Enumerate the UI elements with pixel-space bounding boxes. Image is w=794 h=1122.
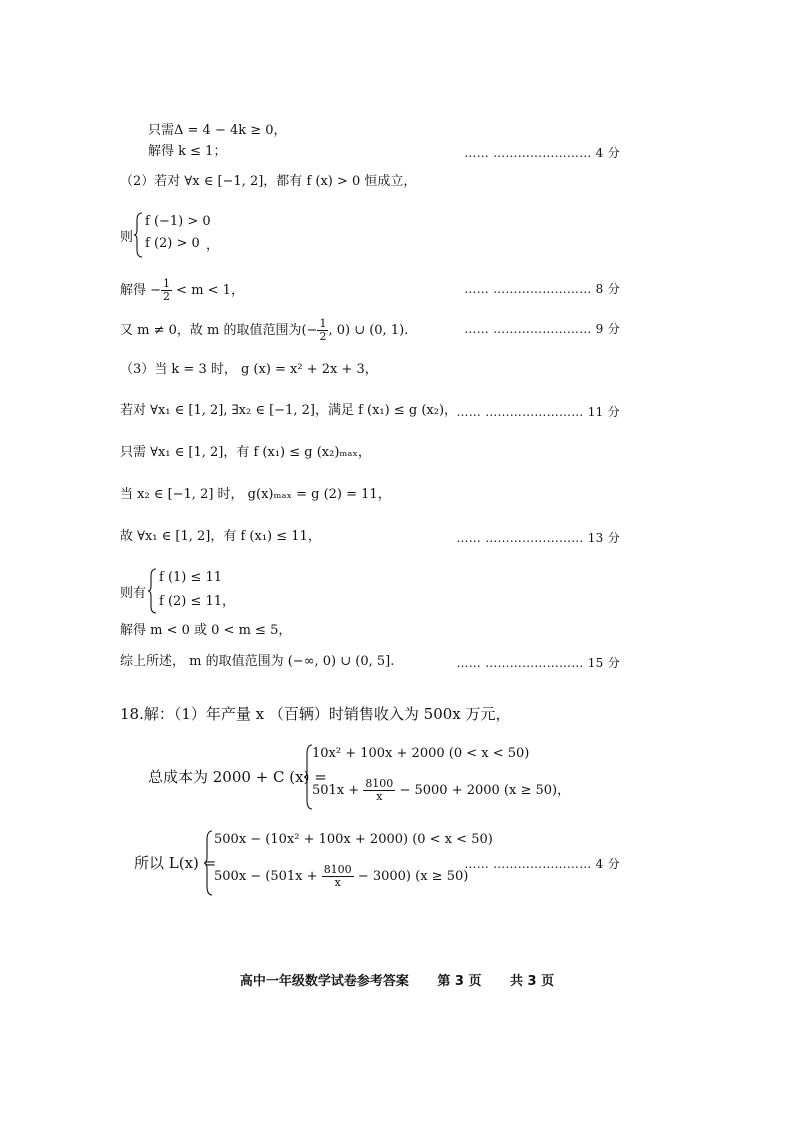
solve-m: 解得 m < 0 或 0 < m ≤ 5， — [120, 623, 292, 638]
fraction-half-2: $\frac{1}{2}$ — [319, 317, 327, 343]
footer-title: 高中一年级数学试卷参考答案 — [239, 974, 409, 989]
cost-piecewise — [148, 742, 571, 812]
g-max: 当 x₂ ∈ [−1, 2] 时， g(x)ₘₐₓ = g (2) = 11， — [120, 487, 391, 502]
part3-statement: （3）当 k = 3 时， g (x) = x² + 2x + 3， — [120, 362, 378, 377]
score-4-q18: …… …………………… 4 分 — [464, 857, 620, 871]
score-13: …… …………………… 13 分 — [456, 531, 620, 545]
score-4: …… …………………… 4 分 — [464, 146, 620, 160]
f-le-11: 故 ∀x₁ ∈ [1, 2]，有 f (x₁) ≤ 11， — [120, 529, 321, 544]
system-2-prefix: 则有 — [120, 586, 147, 601]
cost-row2: 501x + $\frac{8100}{x}$ − 5000 + 2000 (x ≥ 50)， — [312, 777, 571, 803]
system-2-row1: f (1) ≤ 11 — [159, 570, 223, 585]
system-1 — [120, 210, 240, 260]
q18-revenue: 18.解：（1）年产量 x （百辆）时销售收入为 500x 万元， — [120, 705, 511, 723]
solve-m-range: 解得 − $\frac{1}{2}$ < m < 1， — [120, 277, 244, 303]
cost-prefix: 总成本为 2000 + C (x) = — [148, 768, 327, 786]
system-2-row2: f (2) ≤ 11， — [159, 594, 236, 609]
system-1-prefix: 则 — [120, 230, 134, 245]
condition-exists: 若对 ∀x₁ ∈ [1, 2], ∃x₂ ∈ [−1, 2]，满足 f (x₁) ≤ g (x₂)， — [120, 403, 458, 418]
footer-page: 第 3 页 — [437, 974, 482, 989]
fraction-half: $\frac{1}{2}$ — [163, 277, 171, 303]
need-max: 只需 ∀x₁ ∈ [1, 2]，有 f (x₁) ≤ g (x₂)ₘₐₓ， — [120, 445, 371, 460]
score-9: …… …………………… 9 分 — [464, 322, 620, 336]
fraction-8100-x-2: $\frac{8100}{x}$ — [323, 863, 352, 889]
part2-statement: （2）若对 ∀x ∈ [−1, 2]，都有 f (x) > 0 恒成立， — [120, 174, 417, 189]
final-range: 综上所述， m 的取值范围为 (−∞, 0) ∪ (0, 5]. — [120, 654, 395, 669]
m-range-conclusion: 又 m ≠ 0，故 m 的取值范围为(− $\frac{1}{2}$ , 0) ∪ (0, 1). — [120, 317, 409, 343]
system-1-row1: f (−1) > 0 — [145, 214, 211, 229]
system-1-suffix: ， — [206, 238, 220, 253]
score-15: …… …………………… 15 分 — [456, 656, 620, 670]
left-brace-icon — [134, 212, 144, 258]
left-brace-icon — [148, 568, 158, 614]
score-8: …… …………………… 8 分 — [464, 282, 620, 296]
delta-condition: 只需Δ = 4 − 4k ≥ 0， — [148, 123, 287, 138]
system-1-row2: f (2) > 0 — [145, 236, 200, 251]
system-2 — [120, 566, 250, 616]
fraction-8100-x: $\frac{8100}{x}$ — [365, 777, 394, 803]
solve-k: 解得 k ≤ 1； — [148, 144, 227, 159]
score-11: …… …………………… 11 分 — [456, 405, 620, 419]
profit-row1: 500x − (10x² + 100x + 2000) (0 < x < 50) — [214, 832, 493, 847]
profit-prefix: 所以 L(x) = — [134, 854, 217, 872]
footer-total: 共 3 页 — [510, 974, 555, 989]
page-footer — [0, 970, 794, 989]
cost-row1: 10x² + 100x + 2000 (0 < x < 50) — [312, 746, 530, 761]
left-brace-icon — [204, 830, 214, 896]
profit-row2: 500x − (501x + $\frac{8100}{x}$ − 3000) (x ≥ 50) — [214, 863, 469, 889]
